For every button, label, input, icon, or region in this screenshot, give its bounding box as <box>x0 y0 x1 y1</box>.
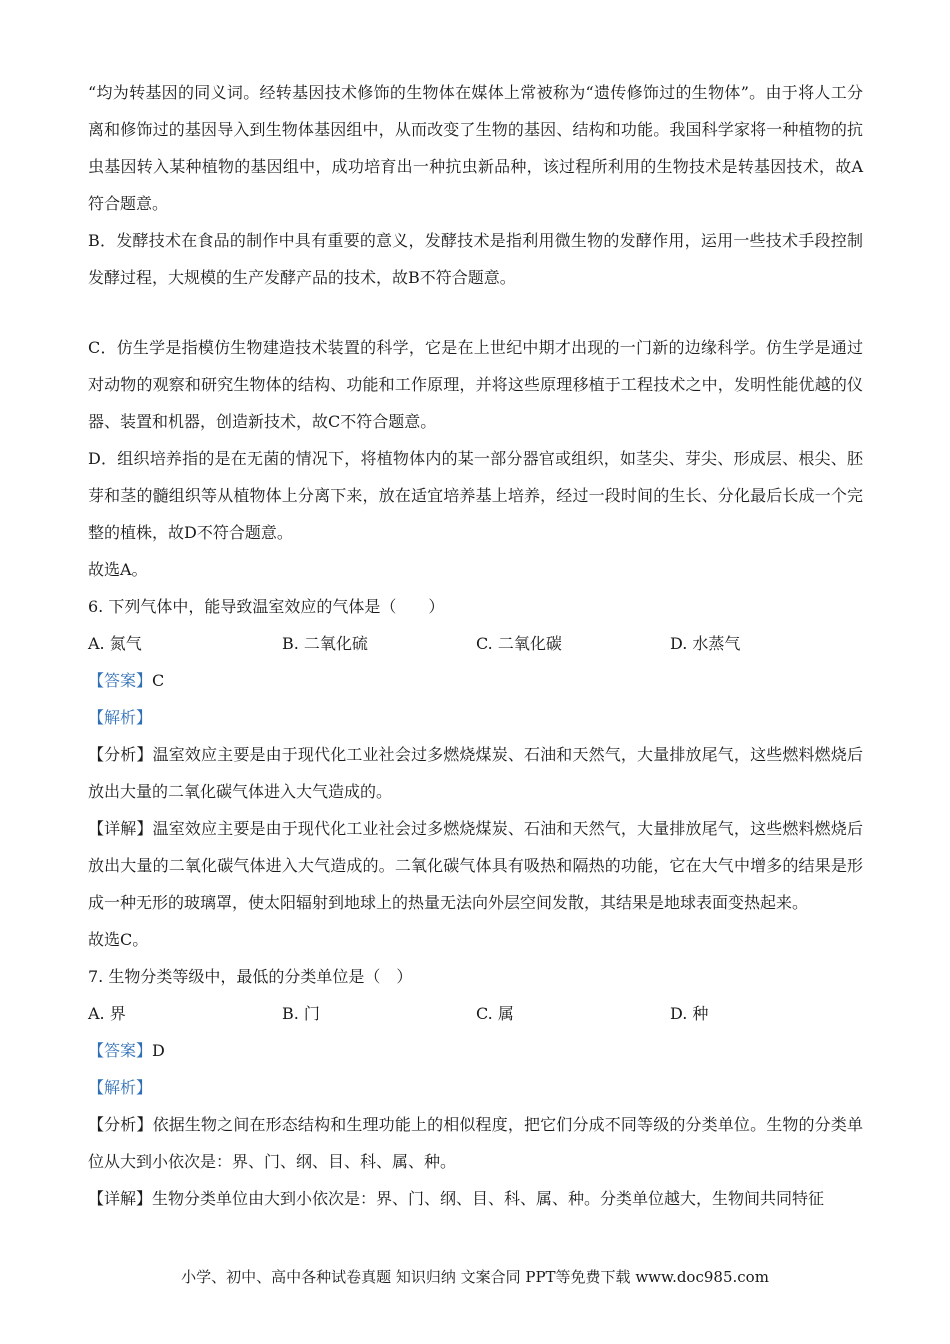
question-7-option-a: A. 界 <box>88 1004 126 1023</box>
fenxi-text: 依据生物之间在形态结构和生理功能上的相似程度，把它们分成不同等级的分类单位。生物的分类单位从大到小依次是：界、门、纲、目、科、属、种。 <box>88 1115 863 1171</box>
xiangjie-tag: 【详解】 <box>88 819 153 838</box>
question-7-analysis-heading <box>88 1069 863 1106</box>
answer-tag: 【答案】 <box>88 1041 153 1060</box>
fenxi-tag: 【分析】 <box>88 1115 153 1134</box>
paragraph-a-continued: “均为转基因的同义词。经转基因技术修饰的生物体在媒体上常被称为“遗传修饰过的生物体”。由于将人工分离和修饰过的基因导入到生物体基因组中，从而改变了生物的基因、结构和功能。我国科学家将一种植物的抗虫基因转入某种植物的基因组中，成功培育出一种抗虫新品种，该过程所利用的生物技术是转基因技术，故A符合题意。 <box>88 83 863 213</box>
question-7-option-c: C. 属 <box>476 1004 514 1023</box>
footer-text: 小学、初中、高中各种试卷真题 知识归纳 文案合同 PPT等免费下载 www.doc985.com <box>181 1268 769 1286</box>
answer-value: D <box>152 1041 165 1060</box>
xiangjie-tag: 【详解】 <box>88 1189 153 1208</box>
question-6-option-a: A. 氮气 <box>88 634 142 653</box>
question-7-answer <box>88 1032 863 1069</box>
paragraph-option-d: D．组织培养指的是在无菌的情况下，将植物体内的某一部分器官或组织，如茎尖、芽尖、形成层、根尖、胚芽和茎的髓组织等从植物体上分离下来，放在适宜培养基上培养，经过一段时间的生长、分化最后长成一个完整的植株，故D不符合题意。 <box>88 449 863 542</box>
question-6-options <box>88 625 863 662</box>
answer-value: C <box>152 671 165 690</box>
question-6-option-c: C. 二氧化碳 <box>476 634 562 653</box>
answer-tag: 【答案】 <box>88 671 153 690</box>
question-7-option-d: D. 种 <box>670 1004 709 1023</box>
question-6-conclusion: 故选C。 <box>88 930 149 949</box>
fenxi-tag: 【分析】 <box>88 745 153 764</box>
conclusion-line: 故选A。 <box>88 560 148 579</box>
question-7-options <box>88 995 863 1032</box>
question-6-stem: 6. 下列气体中，能导致温室效应的气体是（ ） <box>88 597 445 616</box>
question-6-answer <box>88 662 863 699</box>
xiangjie-text: 温室效应主要是由于现代化工业社会过多燃烧煤炭、石油和天然气，大量排放尾气，这些燃料燃烧后放出大量的二氧化碳气体进入大气造成的。二氧化碳气体具有吸热和隔热的功能，它在大气中增多的结果是形成一种无形的玻璃罩，使太阳辐射到地球上的热量无法向外层空间发散，其结果是地球表面变热起来。 <box>88 819 863 912</box>
question-6-option-d: D. 水蒸气 <box>670 634 741 653</box>
question-6-analysis-heading <box>88 699 863 736</box>
paragraph-option-b: B．发酵技术在食品的制作中具有重要的意义，发酵技术是指利用微生物的发酵作用，运用一些技术手段控制发酵过程，大规模的生产发酵产品的技术，故B不符合题意。 <box>88 231 863 287</box>
paragraph-option-c: C．仿生学是指模仿生物建造技术装置的科学，它是在上世纪中期才出现的一门新的边缘科学。仿生学是通过对动物的观察和研究生物体的结构、功能和工作原理，并将这些原理移植于工程技术之中，发明性能优越的仪器、装置和机器，创造新技术，故C不符合题意。 <box>88 338 863 431</box>
question-7-option-b: B. 门 <box>282 1004 320 1023</box>
question-6-xiangjie <box>88 810 863 921</box>
question-7-fenxi <box>88 1106 863 1180</box>
fenxi-text: 温室效应主要是由于现代化工业社会过多燃烧煤炭、石油和天然气，大量排放尾气，这些燃料燃烧后放出大量的二氧化碳气体进入大气造成的。 <box>88 745 863 801</box>
question-7-stem: 7. 生物分类等级中，最低的分类单位是（ ） <box>88 967 413 986</box>
analysis-tag: 【解析】 <box>88 1078 153 1097</box>
question-6-option-b: B. 二氧化硫 <box>282 634 368 653</box>
page-footer <box>0 1266 950 1287</box>
question-7-xiangjie <box>88 1180 863 1217</box>
xiangjie-text: 生物分类单位由大到小依次是：界、门、纲、目、科、属、种。分类单位越大，生物间共同特征 <box>152 1189 825 1208</box>
question-6-fenxi <box>88 736 863 810</box>
page-content <box>88 74 863 1217</box>
spacer <box>88 296 863 329</box>
analysis-tag: 【解析】 <box>88 708 153 727</box>
